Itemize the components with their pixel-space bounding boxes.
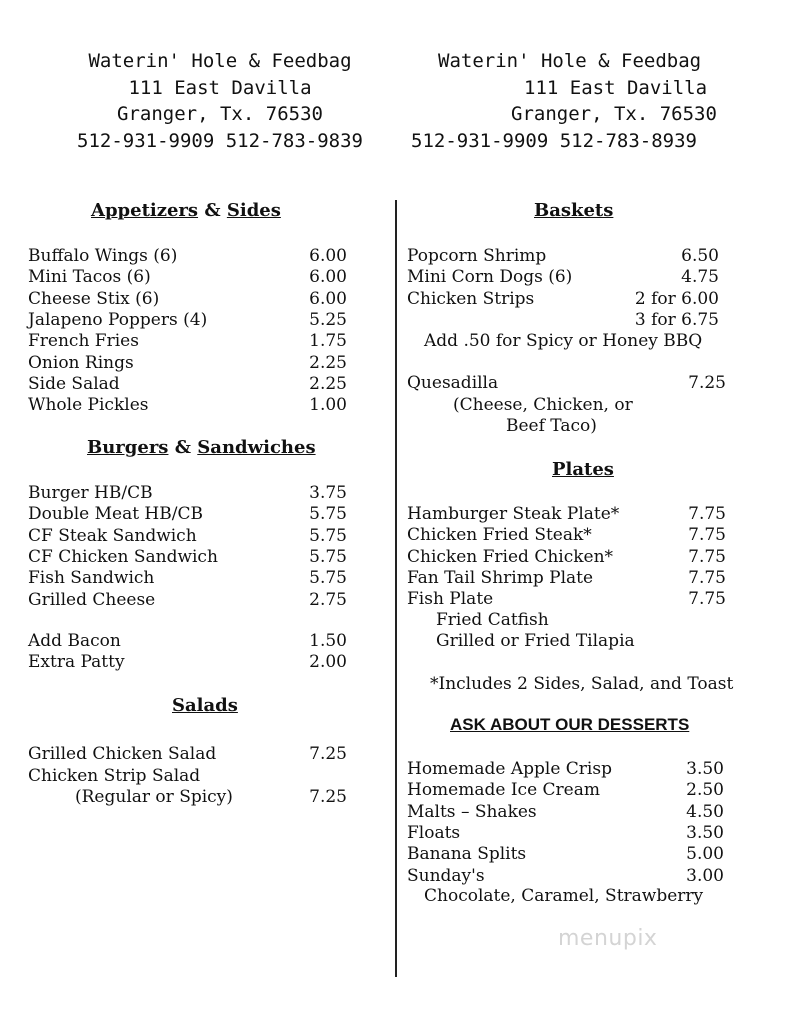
basket-item-price: 6.50 [681,246,719,266]
basket-item-name: Mini Corn Dogs (6) [407,267,573,288]
city-address: Granger, Tx. 76530 [511,103,717,125]
salad-item-price: 7.25 [309,744,347,764]
plate-item-price: 7.75 [688,504,726,524]
basket-item-price: 4.75 [681,267,719,288]
appetizer-item-price: 6.00 [309,267,347,288]
appetizer-item-price: 2.25 [309,373,347,394]
street-address: 111 East Davilla [128,76,312,99]
appetizer-item-name: French Fries [28,331,139,352]
salad-sub-note: (Regular or Spicy) [75,787,233,807]
appetizer-item-name: Jalapeno Poppers (4) [28,309,208,330]
dessert-item-price: 4.50 [686,801,724,822]
plate-item-name: Fish Plate [407,589,494,610]
street-address: 111 East Davilla [524,76,708,99]
basket-item-price: 2 for 6.00 [634,288,719,309]
city-address: Granger, Tx. 76530 [117,103,323,125]
extra-item-name: Extra Patty [28,652,125,673]
plate-item-price: 7.75 [688,525,726,546]
extra-item-price: 1.50 [309,631,347,651]
appetizer-item-price: 1.00 [309,395,347,416]
dessert-item-name: Floats [407,822,461,843]
salad-item-name: Grilled Chicken Salad [28,744,217,764]
plate-item-name: Chicken Fried Steak* [407,525,592,546]
dessert-item-name: Homemade Ice Cream [407,780,600,801]
burger-item-name: Double Meat HB/CB [28,504,203,525]
dessert-item-name: Homemade Apple Crisp [407,759,612,779]
burger-item-name: Burger HB/CB [28,483,153,503]
basket-item-name: Popcorn Shrimp [407,246,547,266]
dessert-item-name: Banana Splits [407,844,527,865]
appetizer-item-price: 6.00 [309,288,347,309]
plate-item-name: Hamburger Steak Plate* [407,504,620,524]
sundae-flavors: Chocolate, Caramel, Strawberry [424,886,704,906]
basket-add-note: Add .50 for Spicy or Honey BBQ [424,331,703,351]
plate-item-price: 7.75 [688,589,726,610]
burgers-title: Burgers & Sandwiches [87,437,316,458]
restaurant-name: Waterin' Hole & Feedbag [438,50,702,72]
burger-item-price: 5.75 [309,546,347,567]
burger-item-name: CF Steak Sandwich [28,525,197,546]
burger-item-price: 5.75 [309,525,347,546]
menupix-watermark: menupix [558,926,658,951]
header-right [406,48,766,154]
restaurant-name: Waterin' Hole & Feedbag [88,50,352,72]
appetizer-item-price: 5.25 [309,309,347,330]
plate-item-price: 7.75 [688,546,726,567]
burger-item-name: Grilled Cheese [28,589,156,610]
plate-item-price: 7.75 [688,567,726,588]
salads-title: Salads [172,695,238,716]
dessert-item-price: 3.00 [686,865,724,886]
burger-item-price: 5.75 [309,504,347,525]
salad-item-name: Chicken Strip Salad [28,765,201,786]
baskets-title: Baskets [534,200,614,221]
appetizers-title: Appetizers & Sides [91,200,281,221]
appetizer-item-name: Buffalo Wings (6) [28,246,178,266]
chicken-strips-alt-price: 3 for 6.75 [634,310,719,330]
header-left [40,48,400,154]
fish-option-1: Fried Catfish [436,610,549,630]
appetizer-item-price: 1.75 [309,331,347,352]
column-divider [395,200,397,977]
phone-numbers: 512-931-9909 512-783-9839 [77,129,363,152]
fish-option-2: Grilled or Fried Tilapia [436,631,635,651]
appetizer-item-price: 6.00 [309,246,347,266]
burger-item-name: Fish Sandwich [28,568,155,589]
plates-title: Plates [552,459,614,480]
salad-sub-price: 7.25 [309,787,347,807]
appetizer-item-price: 2.25 [309,352,347,373]
basket-item-name: Chicken Strips [407,288,535,309]
dessert-item-price: 3.50 [686,759,724,779]
appetizer-item-name: Cheese Stix (6) [28,288,160,309]
quesadilla-note-2: Beef Taco) [506,416,597,436]
plate-item-name: Fan Tail Shrimp Plate [407,567,594,588]
plates-includes-note: *Includes 2 Sides, Salad, and Toast [430,674,734,694]
phone-numbers: 512-931-9909 512-783-8939 [411,129,697,152]
dessert-item-price: 5.00 [686,844,724,865]
burger-item-price: 2.75 [309,589,347,610]
dessert-item-name: Sunday's [407,865,485,886]
desserts-title: ASK ABOUT OUR DESSERTS [450,715,690,734]
plate-item-name: Chicken Fried Chicken* [407,546,614,567]
extra-item-price: 2.00 [309,652,347,673]
appetizer-item-name: Mini Tacos (6) [28,267,151,288]
dessert-item-name: Malts – Shakes [407,801,537,822]
dessert-item-price: 3.50 [686,822,724,843]
dessert-item-price: 2.50 [686,780,724,801]
appetizer-item-name: Onion Rings [28,352,134,373]
quesadilla-price: 7.25 [688,373,726,393]
burger-item-price: 5.75 [309,568,347,589]
quesadilla-name: Quesadilla [407,373,499,393]
burger-item-name: CF Chicken Sandwich [28,546,218,567]
extra-item-name: Add Bacon [28,631,121,651]
burger-item-price: 3.75 [309,483,347,503]
quesadilla-note-1: (Cheese, Chicken, or [453,395,633,415]
appetizer-item-name: Whole Pickles [28,395,149,416]
appetizer-item-name: Side Salad [28,373,120,394]
